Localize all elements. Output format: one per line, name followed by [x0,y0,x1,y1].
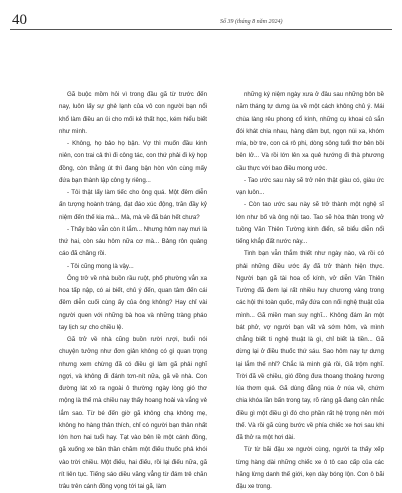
left-column [59,89,207,493]
paragraph: Gã trở về nhà cũng buồn rười rượi, buổi nói chuyện tưởng như đơn giản không có gì quan trọng nhưng xem chừng đã có điều gì làm gã phải nghĩ ngợi, và không đi đánh tơn-nít nữa, gã về nhà. Con đường lát xô ra ngoài ô thường ngày lòng gió thơ mộng là thế mà chiều nay thấy hoang hoải và vắng vẻ lắm sao. Từ bé đến giờ gã không chạ không mẹ, không ho hàng thân thích, chỉ có người bạn thân nhất lớn hơn hai tuổi hay. Tạt vào bên lề một cánh đồng, gã xuống xe bần thần chăm một điếu thuốc phả khói vào trời chiều. Một điếu, hai điếu, rồi lại điếu nữa, gã rít liên tục. Tiếng sáo diều văng vẳng từ đám trẻ chăn trâu trên cánh đồng vọng tới tai gã, làm [59,336,207,490]
paragraph: - Tôi cũng mong là vậy... [67,262,134,270]
paragraph: Từ từ bãi đậu xe người cùng, người ta thấy xếp từng hàng dài những chiếc xe ô tô cao cấp của các hãng lừng danh thế giới, kẹn dày bóng lộn. Con ô bãi đậu xe trong. [236,446,384,490]
issue-label: Số 39 (tháng 8 năm 2024) [220,19,283,25]
paragraph: - Tao ước sau này sẽ trở nên thật giàu có, giàu ức vạn luôn... [236,176,384,196]
paragraph: - Thấy bảo vẫn còn ít lắm... Nhưng hôm nay mưi là thứ hai, còn sáu hôm nữa cơ mà... Bảng rôn quảng cáo đã chăng rồi. [59,225,207,258]
paragraph: - Không, họ bảo họ bận. Vợ thì muốn đầu kinh niên, con trai cả thì đi công tác, con thứ phải đi kỳ họp đồng, còn thằng út thì đang bận hòn vôn cùng mấy đứa bạn thành lập công ty riêng... [59,140,207,184]
page-number: 40 [12,12,27,28]
paragraph: những ký niệm ngày xưa ở đâu sau những bôn bề năm tháng tự dưng ùa về một cách không chủ ý. Mái chùa làng rêu phong cổ kính, những cụ khoai củ sắn đói khát chia nhau, hàng dâm bụt, ngọn núi xa, khóm mía, bờ tre, con cá rô phi, dòng sông tuổi thơ bên bồi bên lở... Và rồi lớn lên xa quê hướng đi thà phương cầu thực với bao điều mong ước. [236,91,384,172]
header-divider [10,29,392,30]
right-column [236,89,384,493]
paragraph: Tinh bạn vẫn thắm thiết như ngày nào, và rồi có phải những điều ước ấy đã trở thành hiện thực. Người bạn gã tài hoa cổ kính, vở diễn Văn Thiên Tường đã đem lại rất nhiều huy chương vàng trong các hội thi toàn quốc, mấy đứa con nối nghệ thuật của mình... Gã miền man suy nghĩ... Không đám ăn một bát phở, vợ người bạn vất vả sớm hôm, và mình chẳng biết ti nghệ thuật là gì, chỉ biết là tiền... Gã dừng lại ở điều thuốc thứ sáu. Sao hôm nay tự dưng lại lắm thế nhỉ? Chắc là mình giả rồi, Gã trộm nghĩ. Trời đã về chiều, gió đồng đưa thoang thoảng hương lúa thơm quá. Gã dùng đằng núa ở núa về, chứm chia khóa lần bấn trong tay, rõ ràng gã đang cân nhắc điều gì một điều gì đó cho phần rất hệ trọng nên mới thế. Và rồi gã cùng bước về phía chiếc xe hơi sau khi đã thở ra một hơi dài. [236,250,384,441]
paragraph: - Tôi thật lấy làm tiếc cho ông quá. Một đêm diễn ấn tượng hoành tráng, đạt đáo xúc động, trăn đầy kỷ niệm đến thế kia mà... Mà, mà về đã bán hết chưa? [59,189,207,221]
paragraph: Gã buộc mồm hỏi vì trong đầu gã từ trước đến nay, luôn lấy sự ghẻ lạnh của vô con người bạn nổi khổ làm điều an ủi cho mối kẻ thất học, kém hiểu biết như mình. [59,91,207,135]
paragraph: Ông trở về nhà buồn rầu ruột, phố phường vắn xa hoa tấp nập, có ai biết, chủ ý đến, quan tâm đến cái đêm diễn cuối cùng ấy của ông không? Hay chỉ vài người quen với những bà hoa và những tràng pháo tay lịch sự cho chiều lệ. [59,274,207,331]
paragraph: - Còn tao ước sau này sẽ trở thành một nghệ sĩ lớn như bố và ông nội tao. Tao sẽ hòa thân trong vở tuồng Văn Thiên Tường kinh điển, sẽ biểu diễn nổi tiếng khắp đất nước này... [236,201,384,245]
